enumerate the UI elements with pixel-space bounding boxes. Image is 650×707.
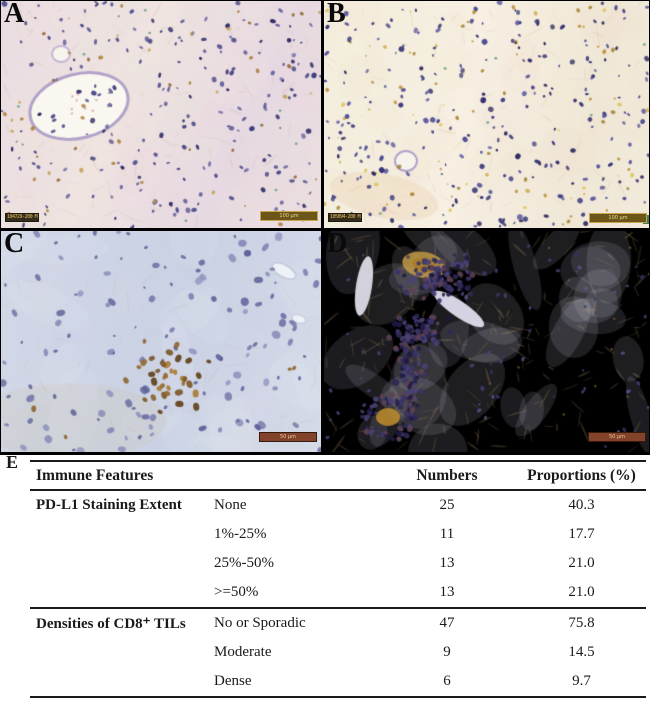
scale-bar-a: 100 μm: [260, 211, 318, 221]
immune-features-table: [30, 460, 646, 698]
cell-category: >=50%: [214, 584, 259, 600]
micrograph-panel-b: [324, 1, 649, 228]
cell-proportion: 40.3: [568, 497, 595, 513]
table-row: [30, 667, 646, 696]
micrograph-canvas-a: [1, 1, 321, 228]
header-numbers: Numbers: [416, 466, 478, 484]
table-row: [30, 609, 646, 638]
cell-number: 25: [439, 497, 455, 513]
micrograph-panel-a: [1, 1, 321, 228]
cell-proportion: 17.7: [568, 526, 595, 542]
panel-label-e: E: [6, 452, 19, 472]
cell-number: 6: [443, 673, 451, 689]
micrograph-canvas-c: [1, 231, 321, 452]
panel-label-c: C: [4, 231, 25, 259]
panel-label-d: D: [327, 231, 348, 259]
cell-proportion: 9.7: [572, 673, 591, 689]
table-rule-bottom: [30, 696, 646, 698]
cell-proportion: 21.0: [568, 555, 595, 571]
scale-bar-d: 50 μm: [588, 432, 646, 442]
specimen-id-stamp-b: 105094-200 M: [330, 214, 361, 220]
panel-label-a: A: [4, 1, 25, 29]
table-row: [30, 549, 646, 578]
cell-number: 13: [439, 584, 455, 600]
cell-category: Moderate: [214, 644, 272, 660]
cell-number: 47: [439, 615, 455, 631]
cell-number: 11: [439, 526, 455, 542]
scale-bar-b: 100 μm: [589, 213, 647, 223]
micrograph-panel-d: [324, 231, 649, 452]
cell-number: 13: [439, 555, 455, 571]
table-header-row: [30, 462, 646, 489]
cell-category: None: [214, 497, 247, 513]
micrograph-canvas-d: [324, 231, 649, 452]
cell-proportion: 75.8: [568, 615, 595, 631]
cell-proportion: 21.0: [568, 584, 595, 600]
table-row: [30, 520, 646, 549]
table-row: [30, 578, 646, 607]
header-proportions: Proportions (%): [527, 466, 636, 484]
specimen-id-stamp-a: 104729-200 M: [7, 214, 38, 220]
feature-cd8-tils: Densities of CD8⁺ TILs: [36, 616, 186, 632]
cell-number: 9: [443, 644, 451, 660]
cell-category: 25%-50%: [214, 555, 274, 571]
micrograph-canvas-b: [324, 1, 649, 228]
micrograph-panel-c: [1, 231, 321, 452]
table-row: [30, 638, 646, 667]
feature-pdl1: PD-L1 Staining Extent: [36, 497, 182, 513]
cell-category: 1%-25%: [214, 526, 267, 542]
header-immune-features: Immune Features: [36, 466, 154, 484]
cell-category: No or Sporadic: [214, 615, 306, 631]
cell-proportion: 14.5: [568, 644, 595, 660]
scale-bar-c: 50 μm: [259, 432, 317, 442]
table-row: [30, 491, 646, 520]
cell-category: Dense: [214, 673, 252, 689]
panel-label-b: B: [327, 1, 346, 29]
